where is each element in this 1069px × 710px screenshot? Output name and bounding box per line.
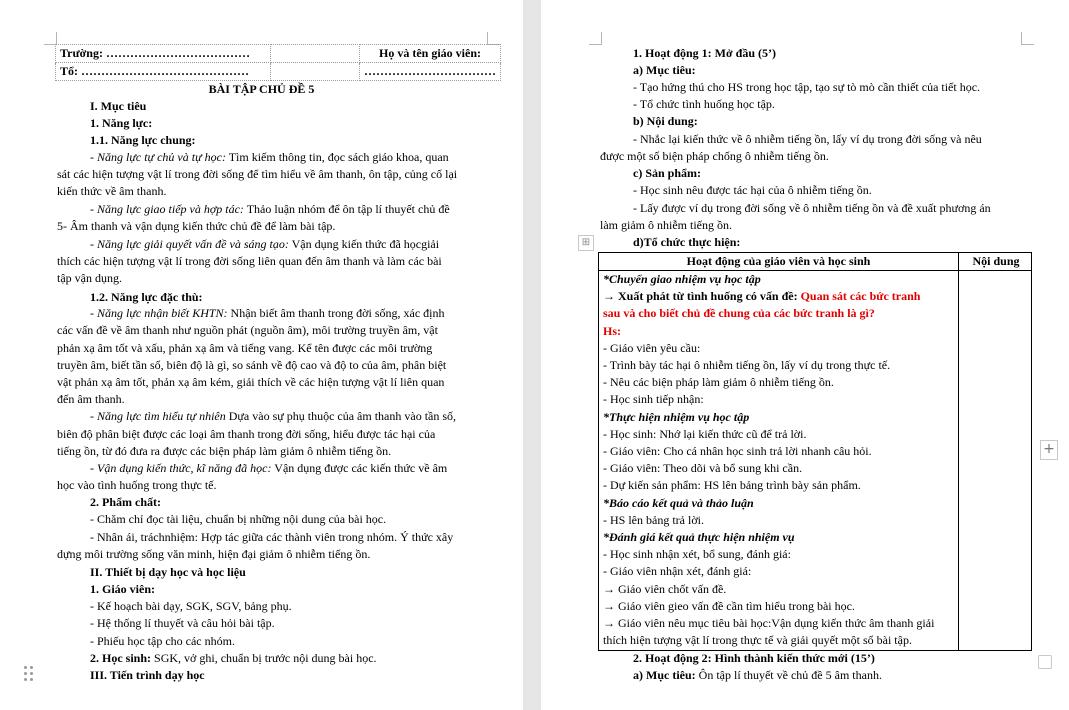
text-line (57, 253, 442, 270)
text-line (90, 529, 453, 546)
text-line (90, 460, 447, 477)
drag-handle-icon[interactable] (24, 666, 38, 686)
row-text: *Chuyển giao nhiệm vụ học tập (603, 272, 761, 286)
text-line (90, 289, 203, 306)
text-line (90, 564, 246, 581)
bold-lead: 2. Học sinh: (90, 651, 152, 665)
text-line (633, 667, 882, 684)
line-text: học vào tình huống trong thực tế. (57, 478, 217, 492)
line-text: thích các hiện tượng vật lí trong đời sống liên quan đến âm thanh và làm các bài (57, 254, 442, 268)
text-line (57, 270, 122, 287)
text-line (90, 511, 386, 528)
bold-lead: → Xuất phát từ tình huống có vấn đề: (603, 289, 801, 304)
text-line: - Nhắc lại kiến thức về ô nhiễm tiếng ồn, lấy ví dụ trong đời sống và nêu (633, 132, 982, 146)
line-text: 2. Phẩm chất: (90, 495, 161, 509)
line-text: I. Mục tiêu (90, 99, 147, 113)
line-text: - Phiếu học tập cho các nhóm. (90, 634, 235, 648)
line-text: kiến thức về âm thanh. (57, 184, 167, 198)
column-header-content: Nội dung (972, 254, 1020, 268)
line-text: III. Tiến trình dạy học (90, 668, 205, 682)
header-empty-cell[interactable] (271, 45, 360, 63)
line-text: truyền âm, biết tần số, biên độ là gì, so sánh về độ cao và độ to của âm, phân biệt (57, 358, 447, 372)
line-text: - Kế hoạch bài dạy, SGK, SGV, bảng phụ. (90, 599, 292, 613)
line-text: Ôn tập lí thuyết về chủ đề 5 âm thanh. (695, 668, 882, 682)
table-row[interactable] (603, 443, 872, 460)
italic-lead: - Vận dụng kiến thức, kĩ năng đã học: (90, 461, 272, 475)
line-text: II. Thiết bị dạy học và học liệu (90, 565, 246, 579)
text-line (90, 650, 377, 667)
resize-handle-icon[interactable] (1038, 655, 1052, 669)
row-text: *Báo cáo kết quả và thảo luận (603, 495, 754, 510)
text-line (90, 132, 196, 149)
table-move-handle-icon[interactable]: ⊞ (578, 235, 594, 251)
text-line (90, 236, 439, 253)
header-empty-cell[interactable] (271, 63, 360, 81)
add-row-button[interactable]: + (1040, 440, 1058, 460)
table-divider (958, 253, 959, 650)
text-line: - Lấy được ví dụ trong đời sống về ô nhiễm tiếng ồn và đề xuất phương án (633, 201, 991, 215)
text-line (57, 322, 438, 339)
italic-lead: - Năng lực nhận biết KHTN: (90, 306, 228, 320)
table-row[interactable] (603, 477, 861, 494)
text-line: - Học sinh nêu được tác hại của ô nhiễm tiếng ồn. (633, 183, 872, 197)
line-text: SGK, vở ghi, chuẩn bị trước nội dung bài học. (151, 651, 377, 665)
line-text: BÀI TẬP CHỦ ĐỀ 5 (208, 82, 315, 96)
text-line: làm giảm ô nhiễm tiếng ồn. (600, 218, 732, 232)
table-row[interactable] (603, 288, 920, 305)
group-field[interactable]: Tổ: …………………………………… (56, 63, 271, 81)
text-line (57, 218, 335, 235)
highlight-text: sau và cho biết chủ đề chung của các bức tranh là gì? (603, 306, 875, 321)
line-text: đến âm thanh. (57, 392, 125, 406)
text-line: - Tạo hứng thú cho HS trong học tập, tạo sự tò mò cần thiết của tiết học. (633, 80, 981, 94)
line-text: 1. Giáo viên: (90, 582, 155, 596)
row-text: - Học sinh: Nhớ lại kiến thức cũ để trả lời. (603, 426, 807, 441)
text-line (90, 615, 275, 632)
line-text: Nhận biết âm thanh trong đời sống, xác định (227, 306, 445, 320)
teacher-name-label[interactable]: Họ và tên giáo viên: (360, 45, 501, 63)
left-page (0, 0, 523, 710)
table-row[interactable] (603, 495, 754, 512)
row-text: → Giáo viên chốt vấn đề. (603, 581, 727, 596)
table-row[interactable] (603, 391, 704, 408)
row-text: → Giáo viên nêu mục tiêu bài học:Vận dụng kiến thức âm thanh giải (603, 616, 935, 630)
line-text: dựng môi trường sống văn minh, hiện đại giảm ô nhiễm tiếng ồn. (57, 547, 371, 561)
row-text: - Nêu các biện pháp làm giảm ô nhiễm tiếng ồn. (603, 375, 834, 390)
table-row[interactable] (603, 426, 806, 443)
text-line (90, 201, 450, 218)
text-line (90, 667, 205, 684)
text-line (90, 305, 445, 322)
text-line (90, 633, 235, 650)
table-row[interactable] (603, 357, 890, 374)
row-text: thích hiện tượng vật lí trong thực tế và giải quyết một số bài tập. (603, 633, 912, 648)
text-line (90, 494, 161, 511)
line-text: - Nhân ái, tráchnhiệm: Hợp tác giữa các thành viên trong nhóm. Ý thức xây (90, 530, 454, 544)
text-line (57, 357, 446, 374)
line-text: 5- Âm thanh và vận dụng kiến thức chủ đề để làm bài tập. (57, 219, 336, 233)
table-row[interactable] (603, 374, 834, 391)
text-line (57, 426, 435, 443)
line-text: 1. Năng lực: (90, 116, 153, 130)
row-text: *Đánh giá kết quả thực hiện nhiệm vụ (603, 530, 795, 544)
text-line (57, 443, 391, 460)
text-line (633, 650, 875, 667)
line-text: các vấn đề về âm thanh như nguồn phát (nguồn âm), môi trường truyền âm, vật (57, 323, 438, 337)
line-text: Thảo luận nhóm để ôn tập lí thuyết chủ đề (243, 202, 450, 216)
table-row[interactable] (603, 460, 802, 477)
text-line (90, 98, 146, 115)
table-row[interactable] (603, 512, 704, 529)
row-text: - HS lên bảng trả lời. (603, 512, 704, 527)
row-text: *Thực hiện nhiệm vụ học tập (603, 409, 750, 424)
margin-corner-mark (1021, 32, 1034, 45)
text-line: c) Sản phẩm: (633, 166, 702, 180)
column-header-activities: Hoạt động của giáo viên và học sinh (686, 254, 871, 268)
text-line (0, 81, 523, 98)
school-field[interactable]: Trường: ……………………………… (56, 45, 271, 63)
text-line (57, 477, 216, 494)
line-text: Vận dụng được các kiến thức về âm (271, 461, 448, 475)
table-row[interactable] (603, 546, 791, 563)
highlight-text: Hs: (603, 323, 621, 338)
table-row[interactable] (603, 529, 795, 546)
text-line: a) Mục tiêu: (633, 63, 696, 77)
row-text: - Giáo viên: Theo dõi và bổ sung khi cần. (603, 461, 803, 476)
bold-lead: a) Mục tiêu: (633, 668, 696, 682)
line-text: phản xạ âm tốt và xấu, phản xạ âm và tiếng vang. Kể tên được các môi trường (57, 341, 433, 355)
row-text: - Học sinh tiếp nhận: (603, 392, 704, 407)
line-text: Dựa vào sự phụ thuộc của âm thanh vào tần số, (225, 409, 457, 423)
line-text: - Hệ thống lí thuyết và câu hỏi bài tập. (90, 616, 275, 630)
table-row[interactable] (603, 598, 855, 615)
italic-lead: - Năng lực giao tiếp và hợp tác: (90, 202, 244, 216)
table-row[interactable] (603, 409, 749, 426)
text-line: - Tổ chức tình huống học tập. (633, 97, 775, 111)
text-line (57, 374, 444, 391)
text-line: b) Nội dung: (633, 114, 698, 128)
row-text: - Dự kiến sản phẩm: HS lên bảng trình bày sản phẩm. (603, 478, 861, 493)
activity-table (598, 252, 1032, 651)
italic-lead: - Năng lực giải quyết vấn đề và sáng tạo: (90, 237, 289, 251)
line-text: 1.2. Năng lực đặc thù: (90, 290, 203, 304)
table-row[interactable] (603, 581, 726, 598)
header-table (55, 44, 501, 81)
table-row[interactable] (603, 271, 761, 288)
teacher-name-field[interactable]: …………………………… (360, 63, 501, 81)
text-line (90, 115, 152, 132)
text-line (57, 340, 432, 357)
line-text: tiếng ồn, từ đó đưa ra được các biện pháp làm giảm ô nhiễm tiếng ồn. (57, 444, 392, 458)
row-text: → Giáo viên gieo vấn đề cần tìm hiểu trong bài học. (603, 598, 855, 613)
italic-lead: - Năng lực tự chủ và tự học: (90, 150, 226, 164)
text-line (90, 581, 155, 598)
italic-lead: - Năng lực tìm hiểu tự nhiên (90, 409, 226, 423)
row-text: - Trình bày tác hại ô nhiễm tiếng ồn, lấy ví dụ trong thực tế. (603, 358, 891, 372)
line-text: biên độ phân biệt được các loại âm thanh trong đời sống, hiểu được tác hại của (57, 427, 436, 441)
line-text: 1.1. Năng lực chung: (90, 133, 196, 147)
text-line (57, 166, 457, 183)
line-text: 2. Hoạt động 2: Hình thành kiến thức mới (15’) (633, 651, 875, 665)
table-row[interactable] (603, 632, 912, 649)
table-row[interactable] (603, 615, 934, 632)
table-row[interactable] (603, 305, 875, 322)
line-text: tập vận dụng. (57, 271, 122, 285)
text-line: 1. Hoạt động 1: Mở đầu (5’) (633, 46, 776, 60)
table-row[interactable] (603, 340, 700, 357)
text-line (57, 391, 125, 408)
text-line: d)Tổ chức thực hiện: (633, 235, 741, 249)
line-text: sát các hiện tượng vật lí trong đời sống để tìm hiểu về âm thanh, ôn tập, củng cố lại (57, 167, 458, 181)
text-line (90, 598, 292, 615)
text-line (90, 149, 449, 166)
table-row[interactable] (603, 563, 751, 580)
highlight-text: Quan sát các bức tranh (800, 289, 921, 304)
text-line (90, 408, 456, 425)
line-text: Vận dụng kiến thức đã họcgiải (288, 237, 440, 251)
row-text: - Học sinh nhận xét, bổ sung, đánh giá: (603, 547, 791, 562)
margin-corner-mark (589, 32, 602, 45)
row-text: - Giáo viên yêu cầu: (603, 340, 701, 355)
table-row[interactable] (603, 323, 621, 340)
text-line (57, 183, 166, 200)
line-text: - Chăm chỉ đọc tài liệu, chuẩn bị những nội dung của bài học. (90, 512, 387, 526)
text-line (57, 546, 370, 563)
row-text: - Giáo viên nhận xét, đánh giá: (603, 564, 752, 579)
line-text: Tìm kiếm thông tin, đọc sách giáo khoa, quan (225, 150, 449, 164)
line-text: vật phản xạ âm tốt, phản xạ âm kém, giải thích về các hiện tượng vật lí liên quan (57, 375, 445, 389)
row-text: - Giáo viên: Cho cá nhân học sinh trả lời nhanh câu hỏi. (603, 444, 872, 458)
text-line: được một số biện pháp chống ô nhiễm tiếng ồn. (600, 149, 829, 163)
